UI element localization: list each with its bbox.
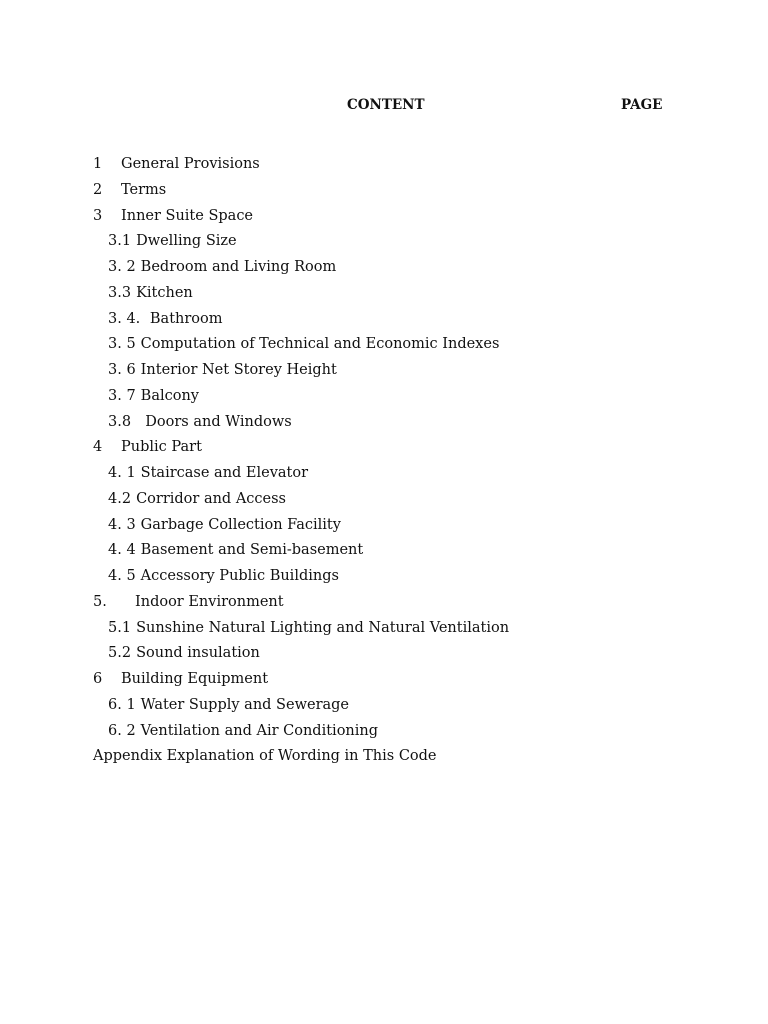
toc-entry [93, 257, 733, 283]
toc-entry-title: Inner Suite Space [121, 207, 254, 224]
toc-entry-title: Indoor Environment [135, 593, 284, 610]
toc-entry-title: General Provisions [121, 156, 260, 172]
toc-entry [93, 463, 733, 489]
toc-entry [93, 360, 733, 386]
toc-entry-title: Computation of Technical and Economic Indexes [140, 336, 500, 353]
toc-entry [93, 540, 733, 566]
toc-entry-title: Balcony [140, 387, 199, 404]
toc-entry-title: Appendix Explanation of Wording in This Code [93, 748, 437, 765]
toc-entry [93, 334, 733, 360]
toc-entry-number: 3. 2 [108, 259, 136, 275]
toc-entry-number: 4. 3 [108, 516, 136, 533]
toc-entry-title: Doors and Windows [136, 413, 292, 430]
toc-entry [93, 489, 733, 515]
toc-entry [93, 721, 733, 747]
toc-entry-title: Basement and Semi-basement [140, 542, 364, 559]
toc-entry-title: Water Supply and Sewerage [140, 696, 350, 713]
toc-entry-number: 3 [93, 207, 103, 224]
toc-entry-number: 5.2 [108, 645, 132, 662]
toc-entry-title: Sound insulation [136, 645, 260, 662]
toc-entry-number: 4 [93, 439, 103, 456]
toc-entry [93, 386, 733, 412]
toc-entry-number: 5. [93, 593, 107, 610]
toc-entry-title: Garbage Collection Facility [140, 516, 341, 533]
page-heading: PAGE [621, 97, 663, 113]
toc-entry-number: 4.2 [108, 490, 132, 507]
toc-entry-title: Interior Net Storey Height [140, 362, 337, 378]
toc-entry-title: Bedroom and Living Room [140, 259, 337, 275]
toc-entry-number: 6 [93, 671, 103, 687]
toc-entry [93, 566, 733, 592]
toc-entry-title: Ventilation and Air Conditioning [140, 722, 379, 739]
toc-entry-number: 3. 5 [108, 336, 136, 353]
toc-entry [93, 618, 733, 644]
toc-entry-number: 6. 1 [108, 696, 136, 713]
toc-entry-number: 1 [93, 156, 103, 172]
toc-entry-title: Sunshine Natural Lighting and Natural Ventilation [136, 619, 510, 636]
toc-entry [93, 669, 733, 695]
toc-entry-title: Dwelling Size [136, 233, 237, 250]
toc-entry-title: Public Part [121, 439, 202, 456]
toc-entry [93, 412, 733, 438]
toc-entry-number: 4. 4 [108, 542, 136, 559]
toc-entry [93, 592, 733, 618]
toc-header [0, 97, 768, 117]
toc-entry-title: Accessory Public Buildings [140, 568, 339, 584]
toc-entry [93, 437, 733, 463]
toc-entry [93, 746, 733, 772]
toc-entry-number: 3. 6 [108, 362, 136, 378]
toc-entry-number: 3.8 [108, 413, 132, 430]
toc-entry-number: 5.1 [108, 619, 132, 636]
toc-entry-title: Bathroom [145, 310, 223, 327]
toc-entry [93, 231, 733, 257]
toc-entry [93, 154, 733, 180]
toc-entry-title: Building Equipment [121, 671, 269, 687]
toc-entry-number: 2 [93, 181, 103, 198]
toc-entry-number: 3.1 [108, 233, 132, 250]
toc-entry-number: 3. 4. [108, 310, 141, 327]
toc-entry-title: Terms [121, 181, 167, 198]
toc-entry [93, 206, 733, 232]
toc-entry [93, 515, 733, 541]
toc-entry [93, 283, 733, 309]
table-of-contents [93, 154, 733, 772]
toc-entry [93, 695, 733, 721]
toc-entry [93, 643, 733, 669]
toc-entry-number: 4. 5 [108, 568, 136, 584]
toc-entry-number: 4. 1 [108, 465, 136, 481]
toc-entry-number: 3.3 [108, 284, 132, 301]
content-heading: CONTENT [347, 97, 425, 113]
toc-entry-title: Staircase and Elevator [140, 465, 309, 481]
toc-entry-title: Kitchen [136, 284, 193, 301]
toc-entry [93, 309, 733, 335]
toc-entry-title: Corridor and Access [136, 490, 286, 507]
toc-entry [93, 180, 733, 206]
toc-entry-number: 6. 2 [108, 722, 136, 739]
toc-entry-number: 3. 7 [108, 387, 136, 404]
